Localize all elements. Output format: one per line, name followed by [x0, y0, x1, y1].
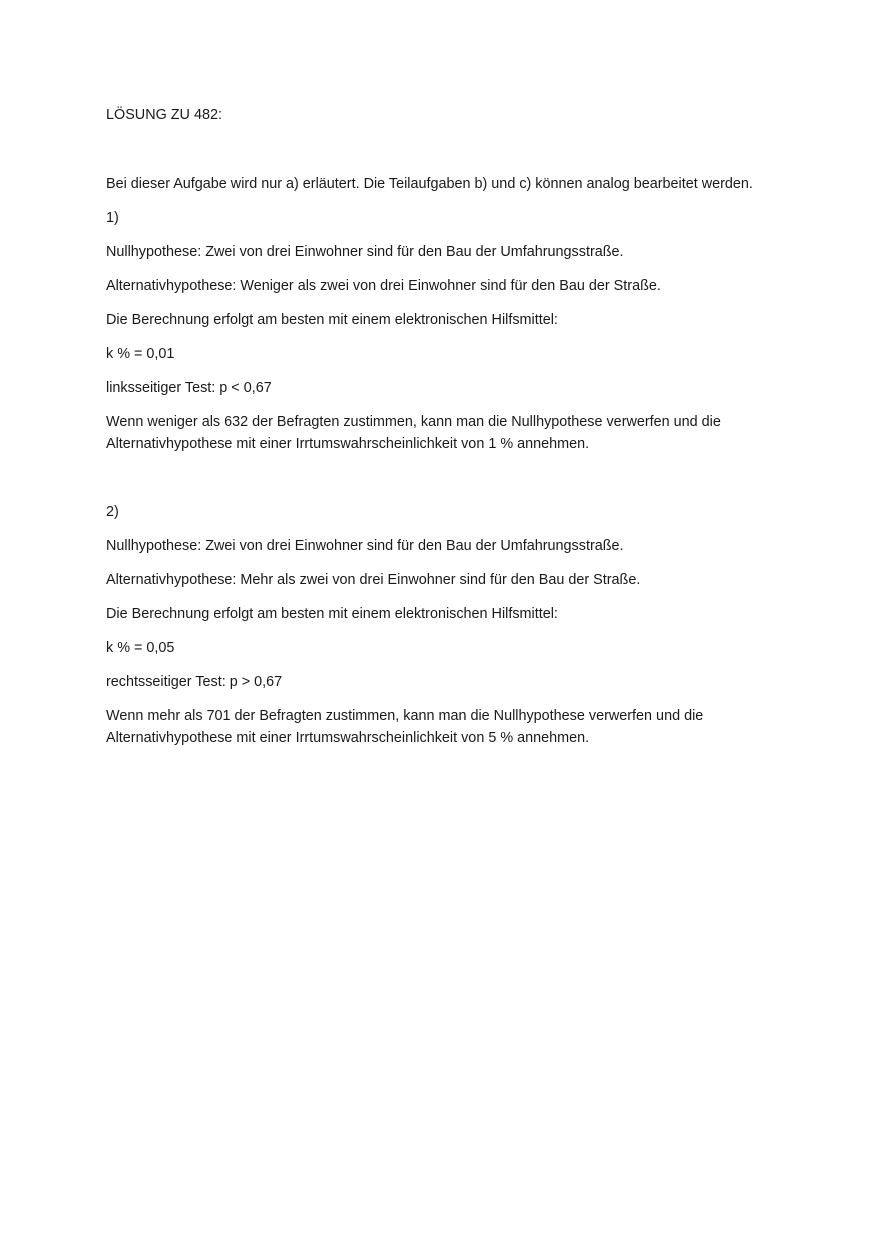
intro-paragraph: Bei dieser Aufgabe wird nur a) erläutert. Die Teilaufgaben b) und c) können analog bearbeitet werden. — [106, 176, 753, 192]
section-2-null-hypothesis: Nullhypothese: Zwei von drei Einwohner sind für den Bau der Umfahrungsstraße. — [106, 538, 624, 554]
section-2-label: 2) — [106, 504, 119, 520]
section-gap — [106, 467, 786, 501]
section-1-calculation: Die Berechnung erfolgt am besten mit einem elektronischen Hilfsmittel: — [106, 312, 558, 328]
section-1-label: 1) — [106, 210, 119, 226]
section-1-alt-hypothesis: Alternativhypothese: Weniger als zwei von drei Einwohner sind für den Bau der Straße. — [106, 278, 661, 294]
section-1-null-hypothesis: Nullhypothese: Zwei von drei Einwohner sind für den Bau der Umfahrungsstraße. — [106, 244, 624, 260]
section-2-alt-hypothesis: Alternativhypothese: Mehr als zwei von drei Einwohner sind für den Bau der Straße. — [106, 572, 641, 588]
section-1-k-value: k % = 0,01 — [106, 346, 175, 362]
section-1 — [106, 207, 786, 455]
section-2-k-value: k % = 0,05 — [106, 640, 175, 656]
section-1-test: linksseitiger Test: p < 0,67 — [106, 380, 272, 396]
section-2-calculation: Die Berechnung erfolgt am besten mit einem elektronischen Hilfsmittel: — [106, 606, 558, 622]
section-2-conclusion: Wenn mehr als 701 der Befragten zustimmen, kann man die Nullhypothese verwerfen und die Alternativhypothese mit einer Irrtumswahrscheinlichkeit von 5 % annehmen. — [106, 708, 704, 746]
document-body — [106, 104, 786, 761]
section-1-conclusion: Wenn weniger als 632 der Befragten zustimmen, kann man die Nullhypothese verwerfen und die Alternativhypothese mit einer Irrtumswahrscheinlichkeit von 1 % annehmen. — [106, 414, 721, 452]
section-2 — [106, 501, 786, 749]
document-title: LÖSUNG ZU 482: — [106, 107, 222, 123]
section-2-test: rechtsseitiger Test: p > 0,67 — [106, 674, 283, 690]
